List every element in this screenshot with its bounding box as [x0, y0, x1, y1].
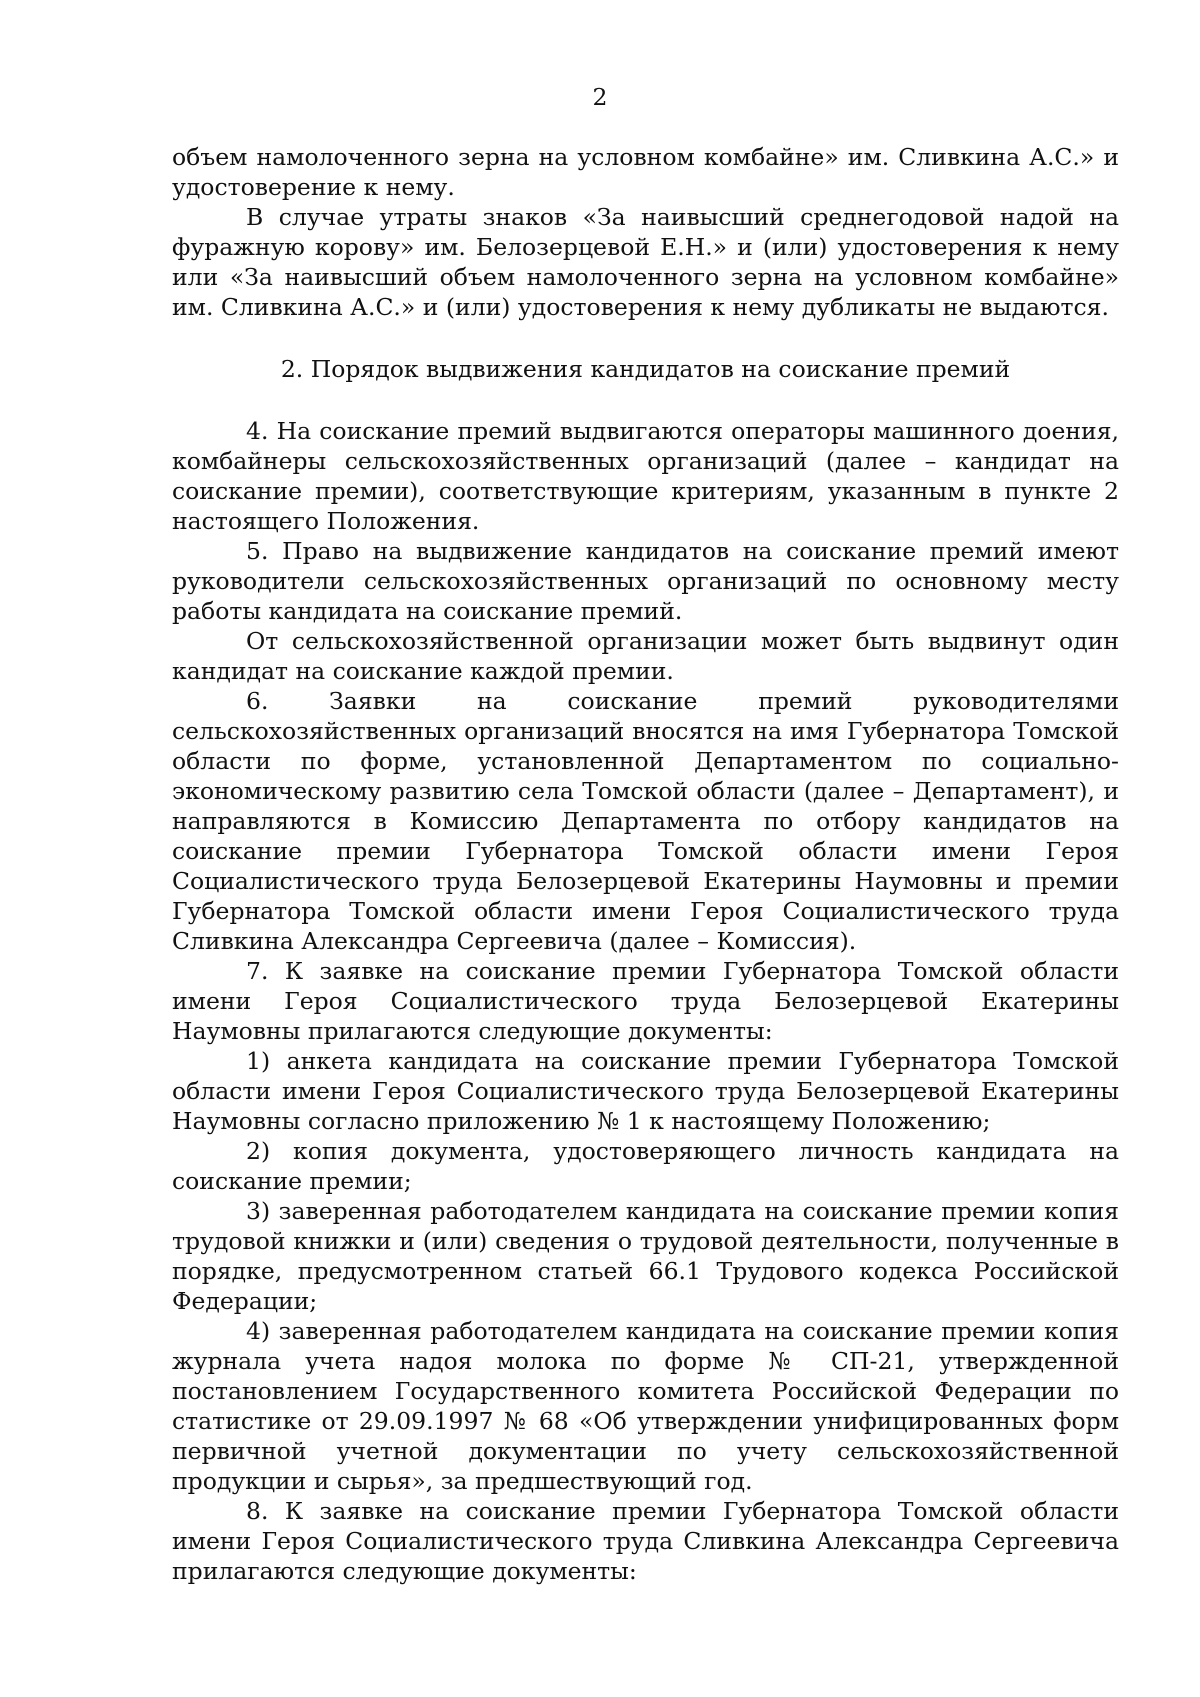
paragraph: объем намолоченного зерна на условном комбайне» им. Сливкина А.С.» и удостоверение к нему.	[172, 143, 1119, 201]
list-item-1: 1) анкета кандидата на соискание премии Губернатора Томской области имени Героя Социалистического труда Белозерцевой Екатерины Наумовны согласно приложению № 1 к настоящему Положению;	[172, 1047, 1119, 1135]
paragraph-item-7: 7. К заявке на соискание премии Губернатора Томской области имени Героя Социалистического труда Белозерцевой Екатерины Наумовны прилагаются следующие документы:	[172, 957, 1119, 1045]
section-heading: 2. Порядок выдвижения кандидатов на соискание премий	[280, 355, 1011, 383]
paragraph-item-8: 8. К заявке на соискание премии Губернатора Томской области имени Героя Социалистического труда Сливкина Александра Сергеевича прилагаются следующие документы:	[172, 1497, 1119, 1585]
paragraph-item-6: 6. Заявки на соискание премий руководителями сельскохозяйственных организаций вносятся на имя Губернатора Томской области по форме, установленной Департаментом по социально-экономическому развитию села Томской области (далее – Департамент), и направляются в Комиссию Департамента по отбору кандидатов на соискание премии Губернатора Томской области имени Героя Социалистического труда Белозерцевой Екатерины Наумовны и премии Губернатора Томской области имени Героя Социалистического труда Сливкина Александра Сергеевича (далее – Комиссия).	[172, 687, 1119, 955]
list-item-4: 4) заверенная работодателем кандидата на соискание премии копия журнала учета надоя молока по форме № СП-21, утвержденной постановлением Государственного комитета Российской Федерации по статистике от 29.09.1997 № 68 «Об утверждении унифицированных форм первичной учетной документации по учету сельскохозяйственной продукции и сырья», за предшествующий год.	[172, 1317, 1119, 1495]
paragraph: В случае утраты знаков «За наивысший среднегодовой надой на фуражную корову» им. Белозерцевой Е.Н.» и (или) удостоверения к нему или «За наивысший объем намолоченного зерна на условном комбайне» им. Сливкина А.С.» и (или) удостоверения к нему дубликаты не выдаются.	[172, 203, 1119, 321]
list-item-2: 2) копия документа, удостоверяющего личность кандидата на соискание премии;	[172, 1137, 1119, 1195]
list-item-3: 3) заверенная работодателем кандидата на соискание премии копия трудовой книжки и (или) сведения о трудовой деятельности, полученные в порядке, предусмотренном статьей 66.1 Трудового кодекса Российской Федерации;	[172, 1197, 1119, 1315]
document-body	[172, 142, 1119, 1586]
page-number: 2	[592, 83, 608, 111]
paragraph-item-5: 5. Право на выдвижение кандидатов на соискание премий имеют руководители сельскохозяйственных организаций по основному месту работы кандидата на соискание премий.	[172, 537, 1119, 625]
paragraph: От сельскохозяйственной организации может быть выдвинут один кандидат на соискание каждой премии.	[172, 627, 1119, 685]
paragraph-item-4: 4. На соискание премий выдвигаются операторы машинного доения, комбайнеры сельскохозяйственных организаций (далее – кандидат на соискание премии), соответствующие критериям, указанным в пункте 2 настоящего Положения.	[172, 417, 1119, 535]
